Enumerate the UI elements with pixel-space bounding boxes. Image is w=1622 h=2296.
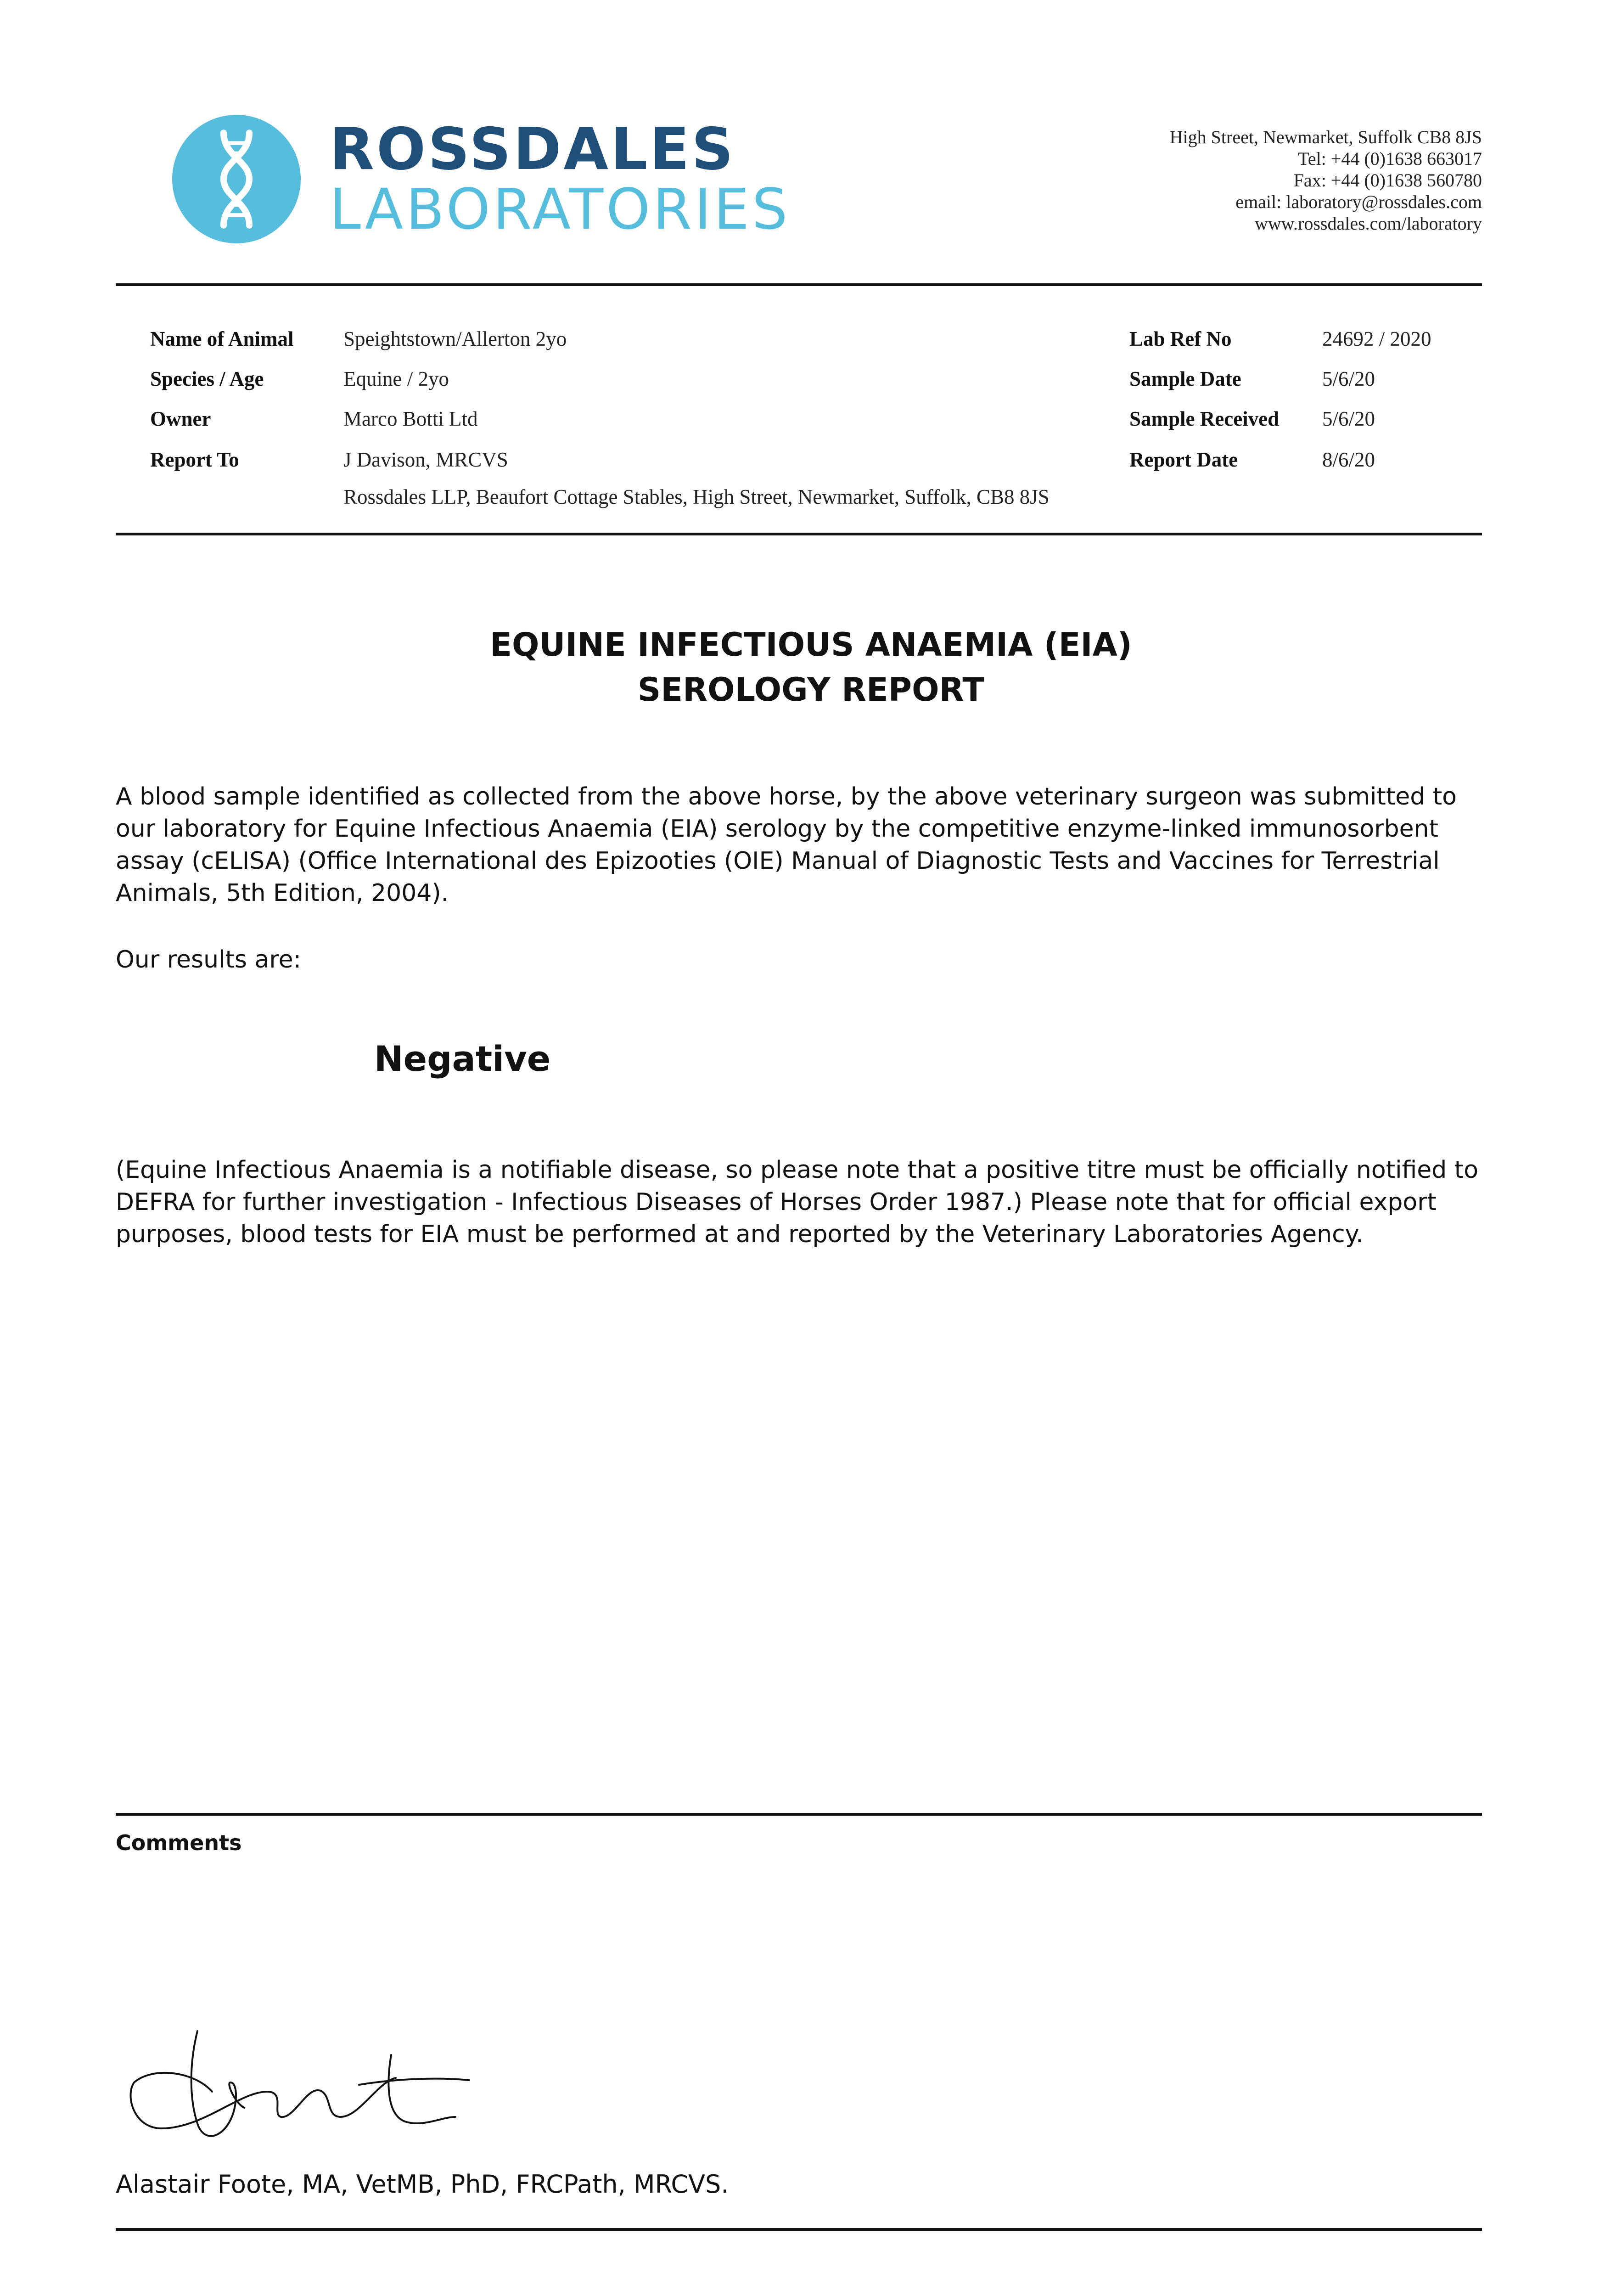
website-line: www.rossdales.com/laboratory [1254, 213, 1482, 234]
address-line: High Street, Newmarket, Suffolk CB8 8JS [1169, 127, 1482, 147]
lab-address [1170, 126, 1482, 234]
comments-label: Comments [116, 1830, 242, 1855]
report-date-value: 8/6/20 [1322, 448, 1375, 471]
name-of-animal-label: Name of Animal [150, 327, 294, 350]
sample-received-value: 5/6/20 [1322, 407, 1375, 430]
report-title-line1: EQUINE INFECTIOUS ANAEMIA (EIA) [490, 626, 1132, 664]
report-to-label: Report To [150, 448, 239, 471]
footer-divider [116, 2228, 1482, 2231]
report-title-line2: SEROLOGY REPORT [637, 671, 985, 709]
info-divider [116, 533, 1482, 535]
species-age-label: Species / Age [150, 367, 264, 390]
comments-divider [116, 1813, 1482, 1816]
email-line: email: laboratory@rossdales.com [1235, 191, 1482, 212]
header-divider [116, 283, 1482, 286]
species-age-value: Equine / 2yo [343, 367, 449, 390]
lab-ref-value: 24692 / 2020 [1322, 327, 1431, 350]
dna-helix-icon [172, 115, 301, 243]
brand-name-line1: ROSSDALES [330, 115, 736, 183]
owner-label: Owner [150, 407, 211, 430]
lab-ref-label: Lab Ref No [1129, 327, 1232, 350]
report-date-label: Report Date [1129, 448, 1238, 471]
brand-name-line2: LABORATORIES [330, 177, 791, 242]
owner-value: Marco Botti Ltd [343, 407, 478, 430]
phone-line: Tel: +44 (0)1638 663017 [1298, 148, 1482, 169]
report-to-value: J Davison, MRCVS [343, 448, 508, 471]
sample-received-label: Sample Received [1129, 407, 1280, 430]
fax-line: Fax: +44 (0)1638 560780 [1293, 170, 1482, 191]
name-of-animal-value: Speightstown/Allerton 2yo [343, 327, 567, 350]
result-value: Negative [374, 1038, 551, 1079]
sample-date-value: 5/6/20 [1322, 367, 1375, 390]
results-intro: Our results are: [116, 946, 302, 974]
notifiable-note: (Equine Infectious Anaemia is a notifiable disease, so please note that a positive titre must be officially notified to DEFRA for further investigation - Infectious Diseases of Horses Order 1987.) Please note that for official export purposes, blood tests for EIA must be performed at and reported by the Veterinary Laboratories Agency. [116, 1156, 1479, 1248]
report-title [0, 622, 1622, 712]
handwritten-signature [120, 2023, 478, 2156]
signatory-name: Alastair Foote, MA, VetMB, PhD, FRCPath, MRCVS. [116, 2170, 729, 2199]
sample-date-label: Sample Date [1129, 367, 1241, 390]
report-to-address: Rossdales LLP, Beaufort Cottage Stables, High Street, Newmarket, Suffolk, CB8 8JS [343, 485, 1050, 508]
intro-paragraph: A blood sample identified as collected from the above horse, by the above veterinary surgeon was submitted to our laboratory for Equine Infectious Anaemia (EIA) serology by the competitive enzyme-linked immunosorbent assay (cELISA) (Office International des Epizooties (OIE) Manual of Diagnostic Tests and Vaccines for Terrestrial Animals, 5th Edition, 2004). [116, 783, 1457, 907]
